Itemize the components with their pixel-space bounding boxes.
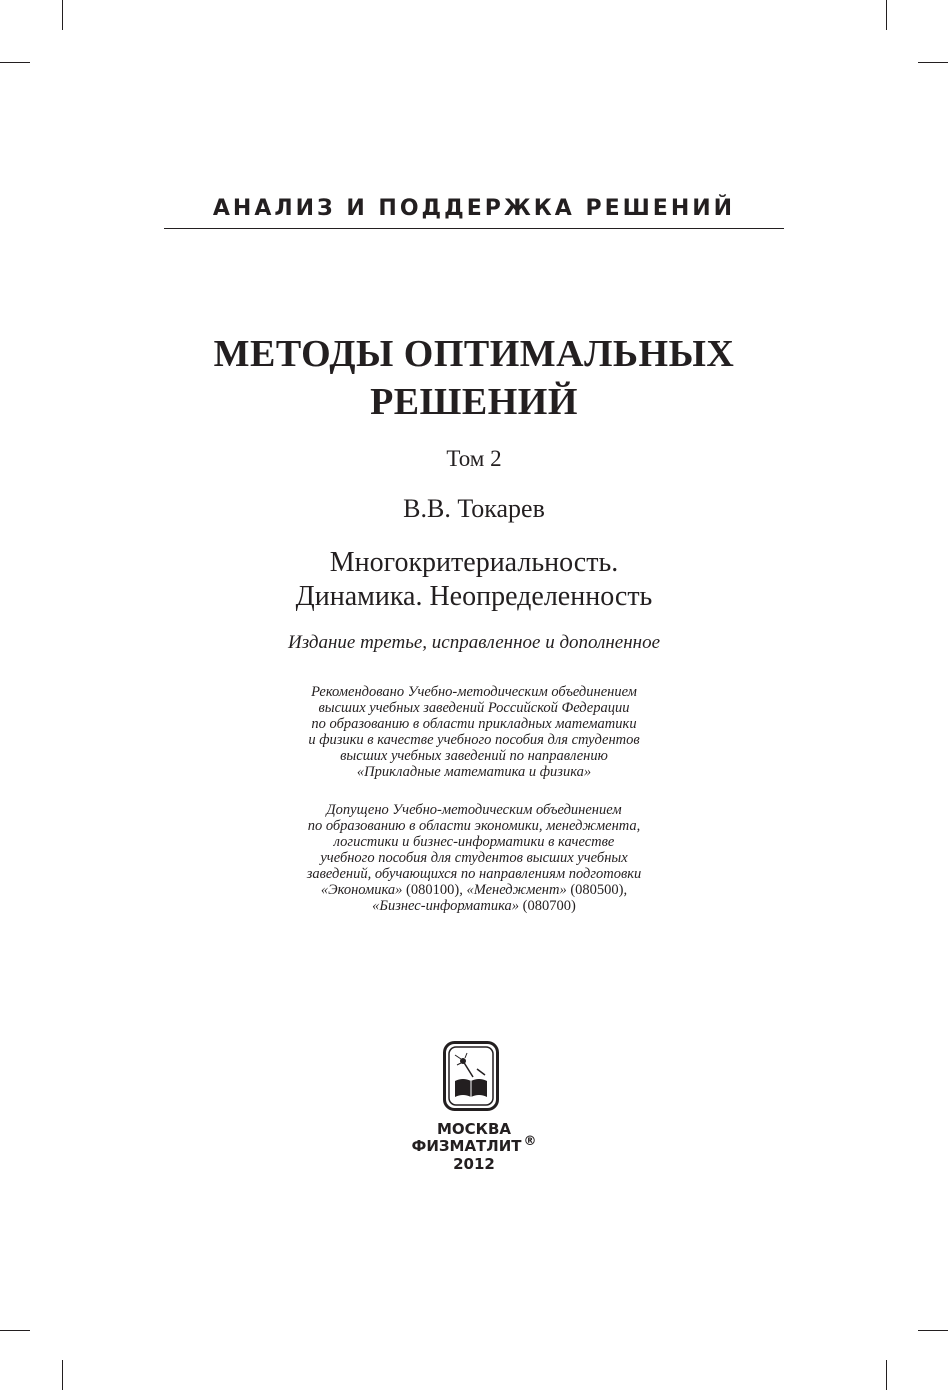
book-title — [100, 330, 848, 426]
crop-mark — [886, 0, 887, 30]
subtitle-line: Многокритериальность. — [329, 547, 619, 578]
author-name: В.В. Токарев — [403, 494, 545, 523]
publisher-name-line — [360, 1134, 588, 1156]
crop-mark — [0, 62, 30, 63]
subtitle-line: Динамика. Неопределенность — [295, 581, 653, 612]
admission-text — [160, 802, 788, 914]
recommendation-line: и физики в качестве учебного пособия для студентов — [308, 732, 640, 748]
recommendation-line: «Прикладные математика и физика» — [356, 764, 592, 780]
fizmatlit-logo-icon — [443, 1041, 499, 1111]
edition-note: Издание третье, исправленное и дополненное — [287, 632, 661, 653]
direction-code: (080500) — [570, 882, 624, 898]
admission-line: учебного пособия для студентов высших учебных — [320, 850, 628, 866]
recommendation-line: по образованию в области прикладных математики — [311, 716, 637, 732]
direction-code: (080100) — [406, 882, 460, 898]
direction-name: «Менеджмент» — [466, 882, 567, 898]
direction-name: «Экономика» — [320, 882, 403, 898]
crop-mark — [62, 1360, 63, 1390]
series-title: АНАЛИЗ И ПОДДЕРЖКА РЕШЕНИЙ — [212, 196, 736, 221]
registered-mark: ® — [523, 1134, 537, 1149]
crop-mark — [62, 0, 63, 30]
admission-line: по образованию в области экономики, менеджмента, — [307, 818, 641, 834]
publisher-block — [360, 1121, 588, 1173]
series-divider — [164, 228, 784, 229]
publisher-name: ФИЗМАТЛИТ — [411, 1137, 522, 1155]
publisher-city: МОСКВА — [437, 1120, 511, 1138]
crop-mark — [918, 62, 948, 63]
crop-mark — [918, 1330, 948, 1331]
crop-mark — [886, 1360, 887, 1390]
admission-line: «Экономика» (080100), «Менеджмент» (080500), — [320, 882, 628, 898]
admission-line: заведений, обучающихся по направлениям подготовки — [306, 866, 642, 882]
crop-mark — [0, 1330, 30, 1331]
volume-label: Том 2 — [446, 446, 502, 471]
admission-line: Допущено Учебно-методическим объединением — [326, 802, 622, 818]
admission-line — [160, 898, 788, 914]
direction-code: (080700) — [522, 898, 576, 914]
book-title-line: РЕШЕНИЙ — [370, 381, 578, 423]
recommendation-line: высших учебных заведений Российской Федерации — [318, 700, 630, 716]
publication-year: 2012 — [453, 1155, 495, 1173]
admission-line: логистики и бизнес-информатики в качестве — [333, 834, 615, 850]
recommendation-line: Рекомендовано Учебно-методическим объединением — [311, 684, 637, 700]
direction-name: «Бизнес-информатика» — [372, 898, 520, 914]
recommendation-line: высших учебных заведений по направлению — [340, 748, 608, 764]
book-title-line: МЕТОДЫ ОПТИМАЛЬНЫХ — [213, 333, 735, 375]
recommendation-text — [160, 684, 788, 780]
book-subtitle — [100, 546, 848, 614]
